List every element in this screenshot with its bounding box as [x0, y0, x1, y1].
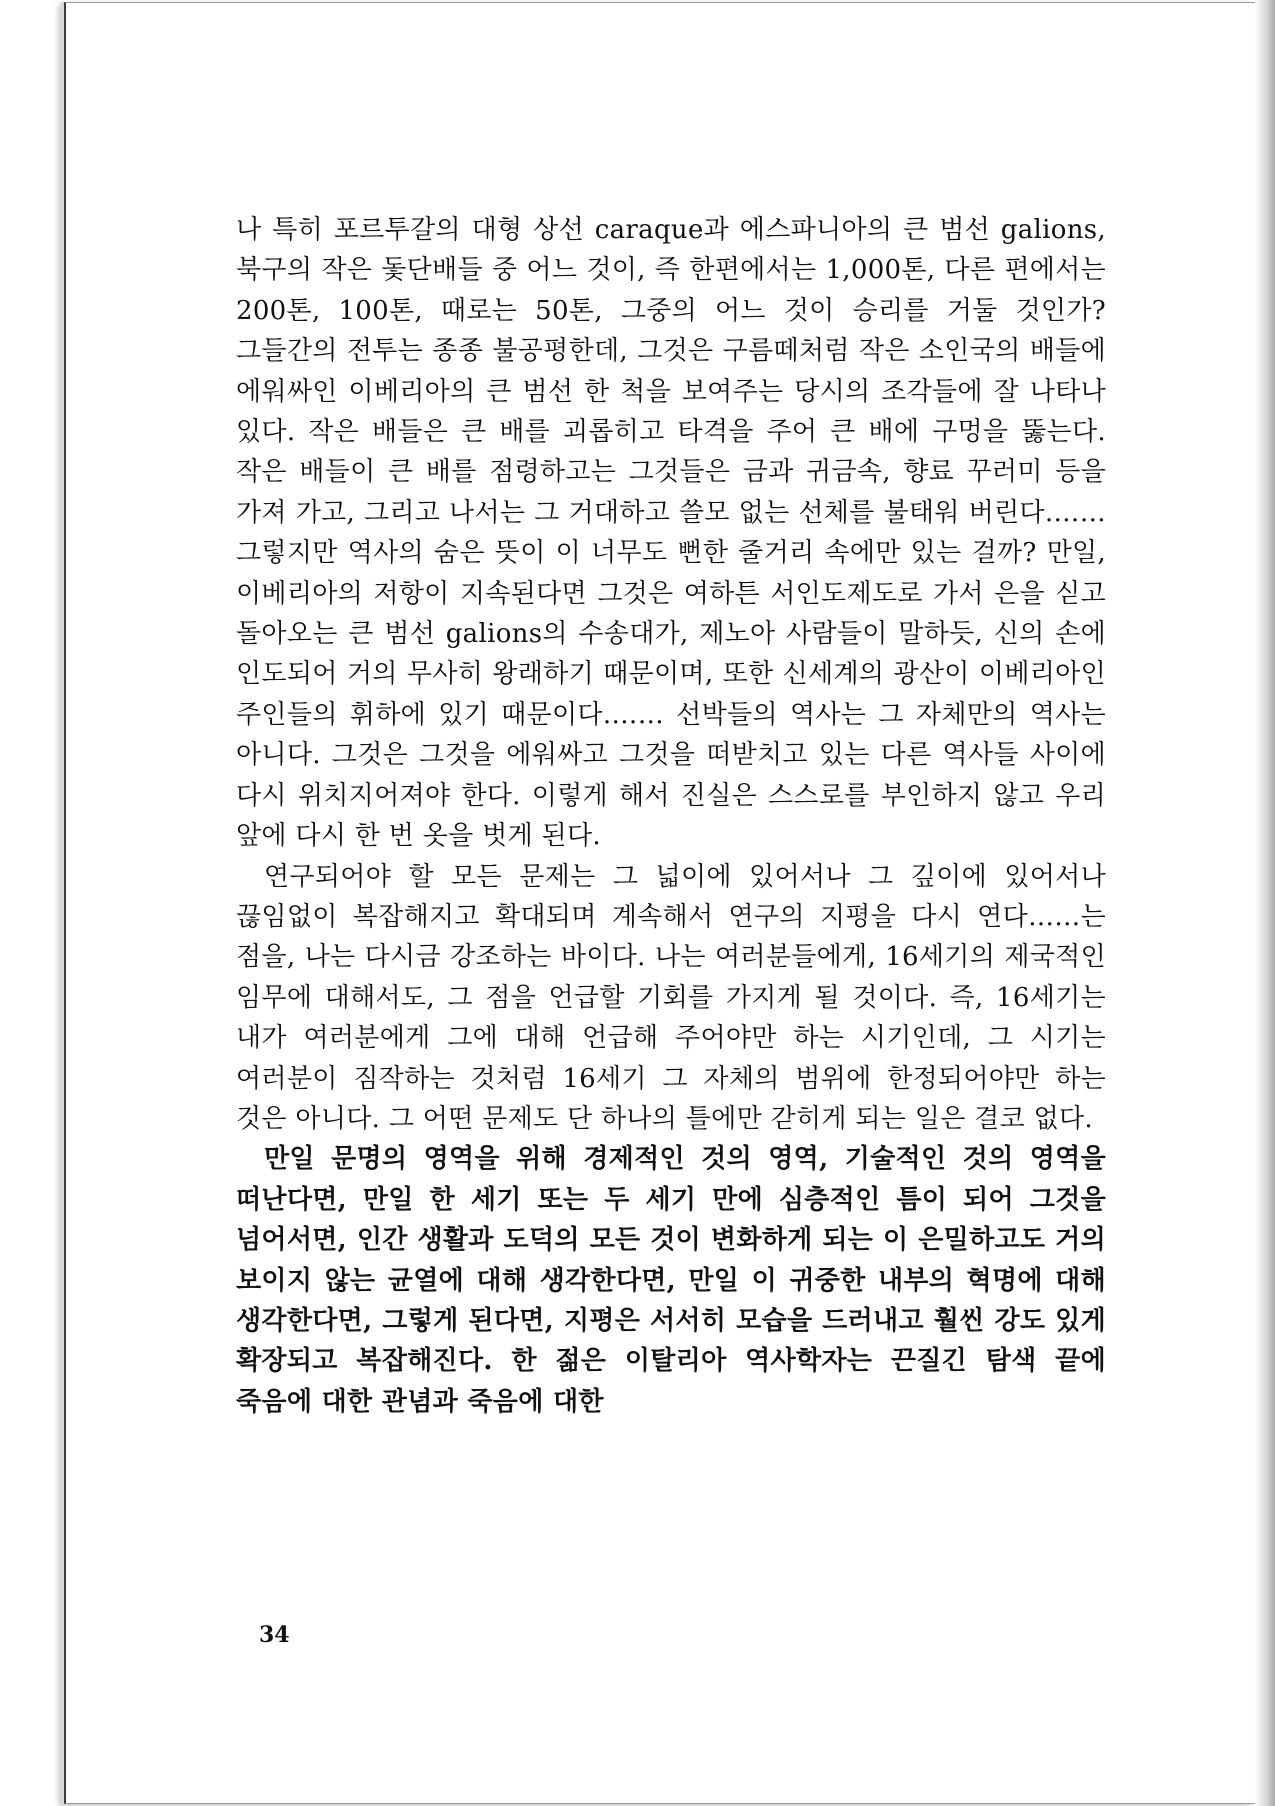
page-number: 34: [259, 1622, 290, 1648]
paragraph-1: 나 특히 포르투갈의 대형 상선 caraque과 에스파니아의 큰 범선 galions, 북구의 작은 돛단배들 중 어느 것이, 즉 한편에서는 1,000톤, 다른 편에서는 200톤, 100톤, 때로는 50톤, 그중의 어느 것이 승리를 거둘 것인가? 그들간의 전투는 종종 불공평한데, 그것은 구름떼처럼 작은 소인국의 배들에 에워싸인 이베리아의 큰 범선 한 척을 보여주는 당시의 조각들에 잘 나타나 있다. 작은 배들은 큰 배를 괴롭히고 타격을 주어 큰 배에 구멍을 뚫는다. 작은 배들이 큰 배를 점령하고는 그것들은 금과 귀금속, 향료 꾸러미 등을 가져 가고, 그리고 나서는 그 거대하고 쓸모 없는 선체를 불태워 버린다.…… 그렇지만 역사의 숨은 뜻이 이 너무도 뻔한 줄거리 속에만 있는 걸까? 만일, 이베리아의 저항이 지속된다면 그것은 여하튼 서인도제도로 가서 은을 싣고 돌아오는 큰 범선 galions의 수송대가, 제노아 사람들이 말하듯, 신의 손에 인도되어 거의 무사히 왕래하기 때문이며, 또한 신세계의 광산이 이베리아인 주인들의 휘하에 있기 때문이다.…… 선박들의 역사는 그 자체만의 역사는 아니다. 그것은 그것을 에워싸고 그것을 떠받치고 있는 다른 역사들 사이에 다시 위치지어져야 한다. 이렇게 해서 진실은 스스로를 부인하지 않고 우리 앞에 다시 한 번 옷을 벗게 된다.: [236, 215, 1106, 852]
paragraph-3: 만일 문명의 영역을 위해 경제적인 것의 영역, 기술적인 것의 영역을 떠난다면, 만일 한 세기 또는 두 세기 만에 심층적인 틈이 되어 그것을 넘어서면, 인간 생활과 도덕의 모든 것이 변화하게 되는 이 은밀하고도 거의 보이지 않는 균열에 대해 생각한다면, 만일 이 귀중한 내부의 혁명에 대해 생각한다면, 그렇게 된다면, 지평은 서서히 모습을 드러내고 훨씬 강도 있게 확장되고 복잡해진다. 한 젊은 이탈리아 역사학자는 끈질긴 탐색 끝에 죽음에 대한 관념과 죽음에 대한: [236, 1144, 1106, 1417]
body-text: [236, 210, 1106, 1422]
paragraph-2: 연구되어야 할 모든 문제는 그 넓이에 있어서나 그 깊이에 있어서나 끊임없이 복잡해지고 확대되며 계속해서 연구의 지평을 다시 연다……는 점을, 나는 다시금 강조하는 바이다. 나는 여러분들에게, 16세기의 제국적인 임무에 대해서도, 그 점을 언급할 기회를 가지게 될 것이다. 즉, 16세기는 내가 여러분에게 그에 대해 언급해 주어야만 하는 시기인데, 그 시기는 여러분이 짐작하는 것처럼 16세기 그 자체의 범위에 한정되어야만 하는 것은 아니다. 그 어떤 문제도 단 하나의 틀에만 갇히게 되는 일은 결코 없다.: [236, 861, 1106, 1134]
page-edge-shadow: [1255, 0, 1275, 1806]
